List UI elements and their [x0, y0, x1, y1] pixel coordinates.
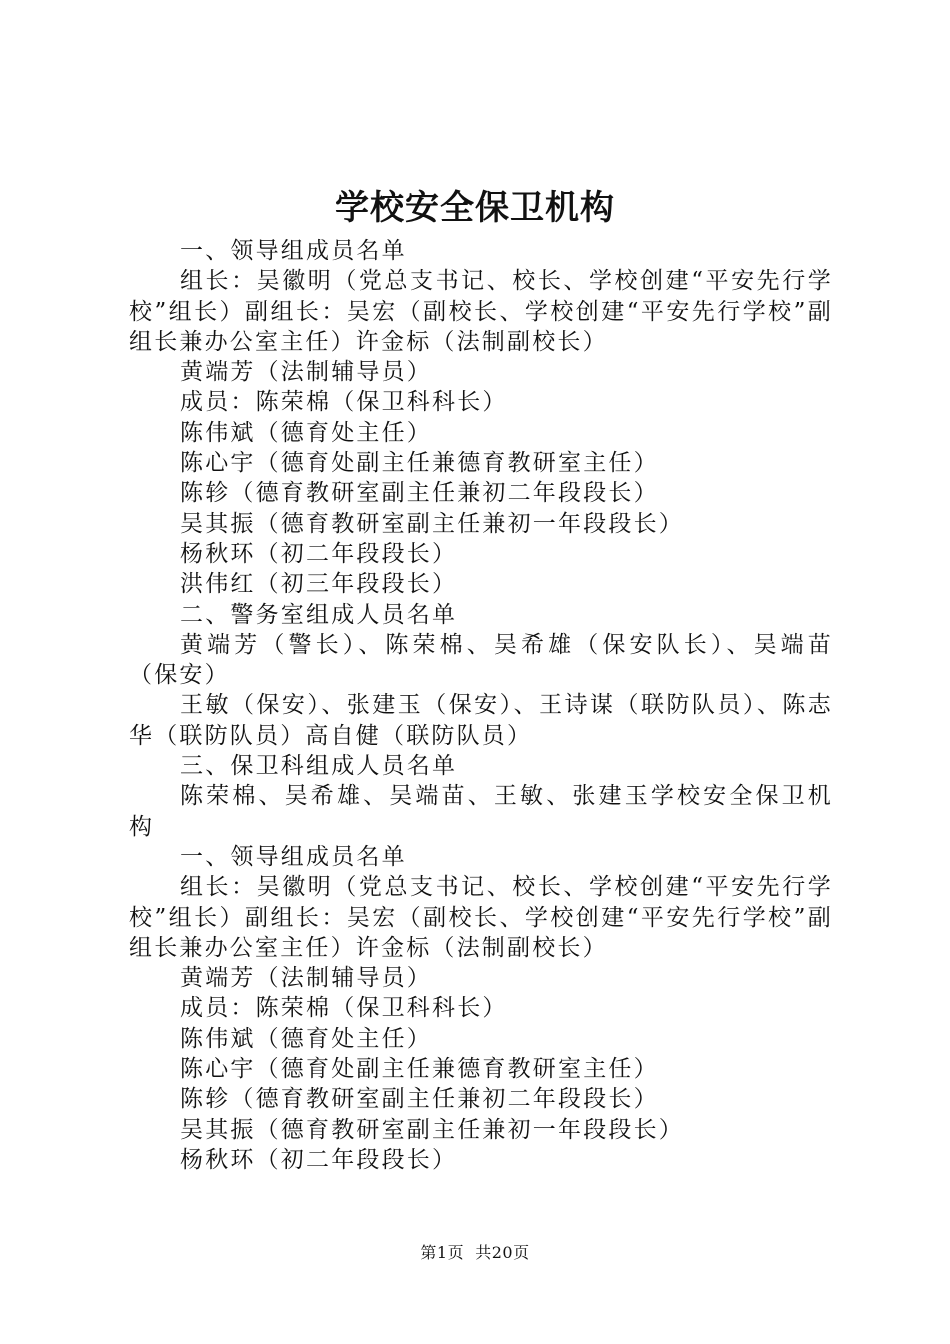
paragraph: 成员：陈荣棉（保卫科科长）	[180, 389, 508, 416]
paragraph: 陈伟斌（德育处主任）	[180, 419, 432, 446]
page-number: 第1页 共20页	[420, 1243, 530, 1262]
page-footer	[0, 1241, 950, 1265]
paragraph: 陈轸（德育教研室副主任兼初二年段段长）	[180, 1086, 659, 1113]
paragraph: 二、警务室组成人员名单	[180, 601, 458, 628]
paragraph: 黄端芳（法制辅导员）	[180, 359, 432, 386]
paragraph: 杨秋环（初二年段段长）	[180, 540, 458, 567]
paragraph: 王敏（保安）、张建玉（保安）、王诗谋（联防队员）、陈志华（联防队员）高自健（联防队员）	[129, 692, 833, 749]
paragraph: 黄端芳（法制辅导员）	[180, 965, 432, 992]
paragraph: 一、领导组成员名单	[180, 238, 407, 264]
document-title: 学校安全保卫机构	[335, 188, 615, 228]
paragraph: 吴其振（德育教研室副主任兼初一年段段长）	[180, 510, 684, 537]
document-body	[129, 236, 833, 1175]
paragraph: 成员：陈荣棉（保卫科科长）	[180, 995, 508, 1022]
paragraph: 一、领导组成员名单	[180, 843, 407, 870]
paragraph: 陈轸（德育教研室副主任兼初二年段段长）	[180, 480, 659, 507]
paragraph: 黄端芳（警长）、陈荣棉、吴希雄（保安队长）、吴端苗（保安）	[129, 631, 833, 689]
paragraph: 洪伟红（初三年段段长）	[180, 571, 458, 598]
paragraph: 吴其振（德育教研室副主任兼初一年段段长）	[180, 1116, 684, 1143]
paragraph: 三、保卫科组成人员名单	[180, 753, 458, 780]
paragraph: 陈荣棉、吴希雄、吴端苗、王敏、张建玉学校安全保卫机构	[129, 783, 833, 840]
paragraph: 杨秋环（初二年段段长）	[180, 1146, 458, 1173]
paragraph: 陈心宇（德育处副主任兼德育教研室主任）	[180, 450, 659, 477]
paragraph: 组长：吴徽明（党总支书记、校长、学校创建“平安先行学校”组长）副组长：吴宏（副校长、学校创建“平安先行学校”副组长兼办公室主任）许金标（法制副校长）	[129, 268, 833, 355]
paragraph: 组长：吴徽明（党总支书记、校长、学校创建“平安先行学校”组长）副组长：吴宏（副校长、学校创建“平安先行学校”副组长兼办公室主任）许金标（法制副校长）	[129, 874, 833, 961]
paragraph: 陈心宇（德育处副主任兼德育教研室主任）	[180, 1056, 659, 1083]
paragraph: 陈伟斌（德育处主任）	[180, 1025, 432, 1052]
